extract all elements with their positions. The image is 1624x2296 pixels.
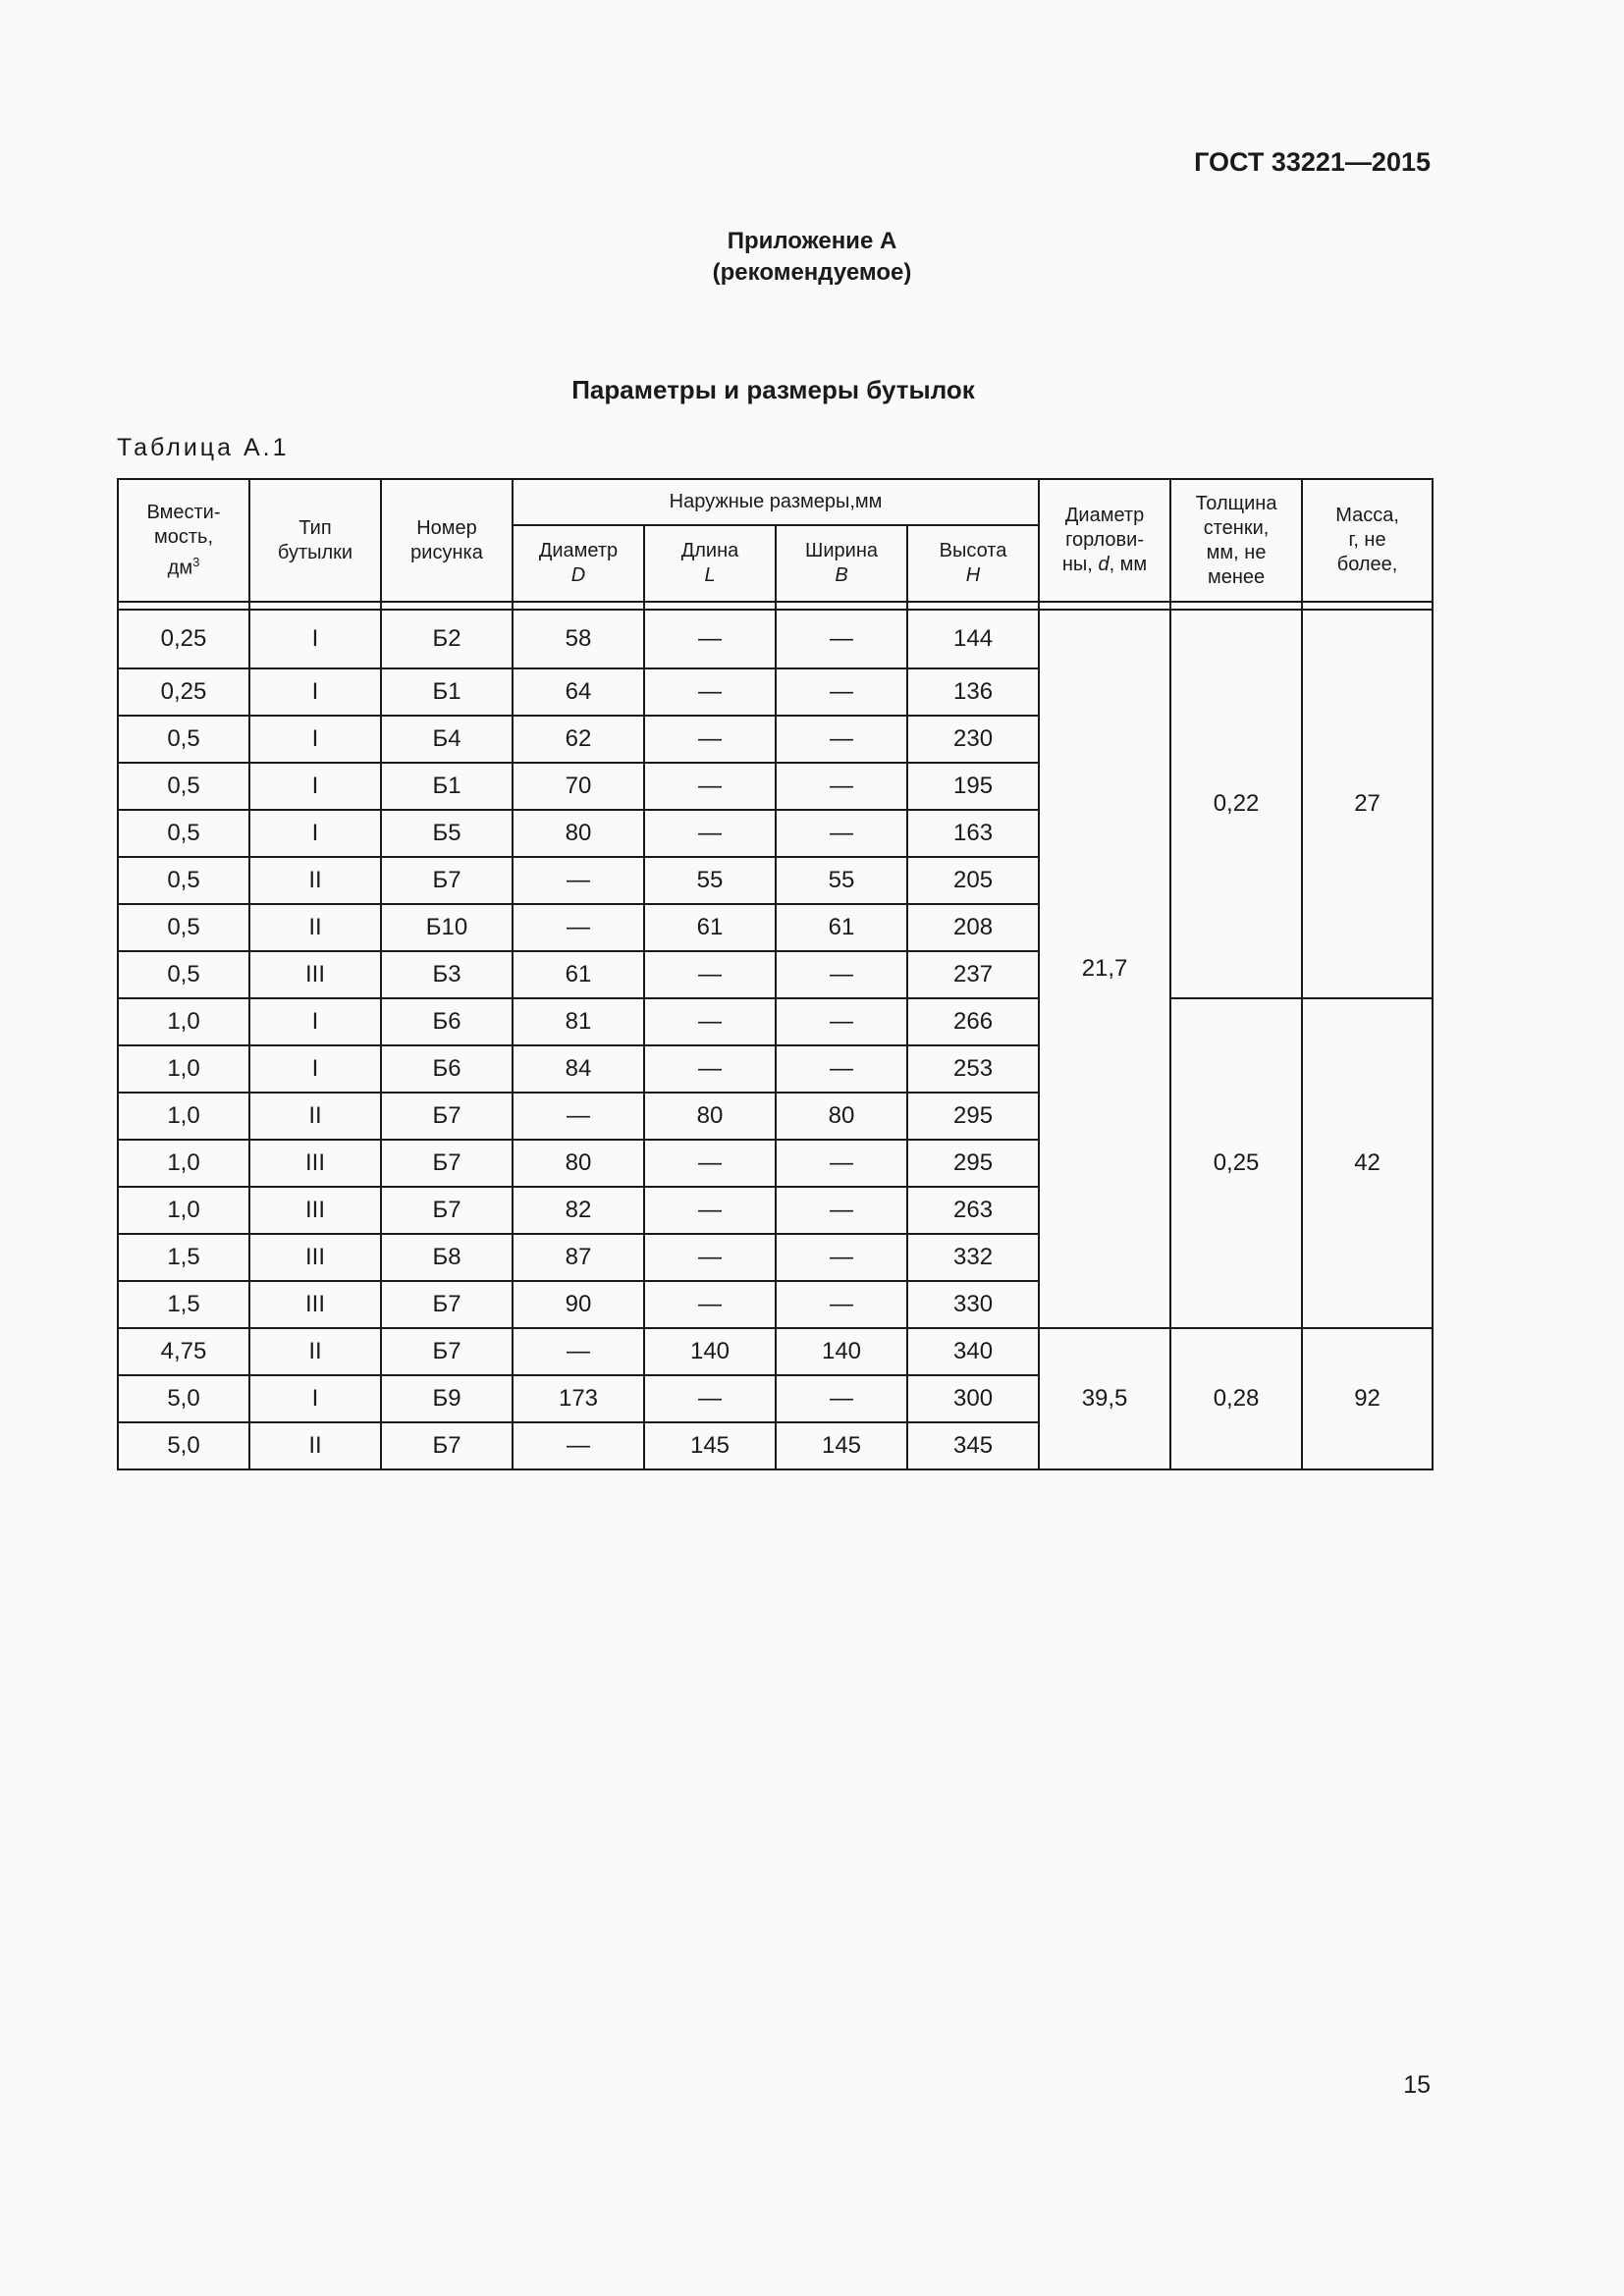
table-cell: 81: [513, 998, 644, 1045]
sep-cell: [1170, 602, 1302, 610]
table-cell: Б7: [381, 1093, 513, 1140]
table-cell: —: [644, 716, 776, 763]
table-cell: II: [249, 904, 381, 951]
table-cell: II: [249, 1093, 381, 1140]
annex-title: Приложение А: [727, 228, 897, 254]
table-cell: 0,25: [118, 610, 249, 668]
table-cell: 136: [907, 668, 1039, 716]
neck-diameter-group-cell: 21,7: [1039, 610, 1170, 1328]
table-cell: 80: [644, 1093, 776, 1140]
table-cell: 70: [513, 763, 644, 810]
table-cell: 300: [907, 1375, 1039, 1422]
table-cell: 330: [907, 1281, 1039, 1328]
table-cell: —: [644, 610, 776, 668]
table-cell: —: [644, 763, 776, 810]
table-cell: I: [249, 610, 381, 668]
table-cell: 82: [513, 1187, 644, 1234]
table-cell: Б3: [381, 951, 513, 998]
table-cell: 62: [513, 716, 644, 763]
header-length-label: Длина: [680, 540, 739, 561]
table-cell: 0,5: [118, 904, 249, 951]
table-cell: 144: [907, 610, 1039, 668]
header-length: [644, 525, 776, 602]
table-cell: 253: [907, 1045, 1039, 1093]
table-cell: 295: [907, 1140, 1039, 1187]
header-wall-thickness: Толщина стенки, мм, не менее: [1170, 479, 1302, 602]
table-cell: 230: [907, 716, 1039, 763]
table-cell: Б8: [381, 1234, 513, 1281]
header-width-sym: B: [835, 564, 848, 586]
table-cell: 0,5: [118, 763, 249, 810]
sep-cell: [249, 602, 381, 610]
table-cell: I: [249, 998, 381, 1045]
sep-cell: [1302, 602, 1433, 610]
table-cell: —: [644, 668, 776, 716]
table-cell: 5,0: [118, 1422, 249, 1469]
table-cell: 1,0: [118, 1140, 249, 1187]
table-cell: Б7: [381, 857, 513, 904]
table-cell: 295: [907, 1093, 1039, 1140]
table-cell: Б7: [381, 1328, 513, 1375]
bottle-parameters-table: [117, 478, 1434, 1470]
table-cell: —: [513, 1422, 644, 1469]
header-height-label: Высота: [939, 540, 1007, 561]
table-cell: —: [776, 1045, 907, 1093]
table-cell: I: [249, 668, 381, 716]
table-cell: Б6: [381, 998, 513, 1045]
table-cell: Б7: [381, 1281, 513, 1328]
table-cell: I: [249, 1045, 381, 1093]
sep-cell: [644, 602, 776, 610]
table-cell: 1,0: [118, 1093, 249, 1140]
table-cell: —: [513, 1093, 644, 1140]
table-cell: 1,5: [118, 1281, 249, 1328]
table-cell: —: [776, 951, 907, 998]
table-cell: Б1: [381, 763, 513, 810]
header-row-1: [118, 479, 1433, 525]
table-cell: Б2: [381, 610, 513, 668]
table-cell: III: [249, 1140, 381, 1187]
neck-diameter-group-cell: 39,5: [1039, 1328, 1170, 1469]
table-cell: 58: [513, 610, 644, 668]
wall-thickness-group-cell: 0,28: [1170, 1328, 1302, 1469]
table-cell: —: [776, 668, 907, 716]
table-cell: 80: [513, 1140, 644, 1187]
table-cell: 55: [776, 857, 907, 904]
table-cell: 266: [907, 998, 1039, 1045]
table-cell: 0,5: [118, 951, 249, 998]
table-cell: 0,5: [118, 810, 249, 857]
table-cell: —: [644, 1281, 776, 1328]
header-capacity-sup: 3: [192, 554, 200, 569]
header-height: [907, 525, 1039, 602]
table-cell: —: [644, 951, 776, 998]
table-cell: —: [644, 1187, 776, 1234]
table-cell: —: [513, 857, 644, 904]
table-cell: —: [644, 810, 776, 857]
table-cell: 1,5: [118, 1234, 249, 1281]
table-cell: I: [249, 810, 381, 857]
table-cell: Б7: [381, 1187, 513, 1234]
table-cell: 87: [513, 1234, 644, 1281]
table-cell: 145: [776, 1422, 907, 1469]
table-cell: —: [513, 1328, 644, 1375]
table-cell: 332: [907, 1234, 1039, 1281]
table-cell: II: [249, 1328, 381, 1375]
table-cell: 61: [513, 951, 644, 998]
table-cell: Б7: [381, 1422, 513, 1469]
table-cell: 5,0: [118, 1375, 249, 1422]
header-outer-dimensions: Наружные размеры,мм: [513, 479, 1039, 525]
header-neck-diameter-pre: Диаметр горлови- ны,: [1061, 505, 1145, 575]
table-cell: 263: [907, 1187, 1039, 1234]
sep-cell: [1039, 602, 1170, 610]
mass-group-cell: 92: [1302, 1328, 1433, 1469]
table-row: [118, 610, 1433, 668]
table-cell: I: [249, 763, 381, 810]
wall-thickness-group-cell: 0,22: [1170, 610, 1302, 998]
annex-status: (рекомендуемое): [712, 259, 912, 286]
table-cell: —: [776, 998, 907, 1045]
table-cell: 163: [907, 810, 1039, 857]
table-cell: Б9: [381, 1375, 513, 1422]
table-cell: 61: [644, 904, 776, 951]
table-cell: 140: [776, 1328, 907, 1375]
header-diameter-sym: D: [570, 564, 586, 586]
table-cell: 0,5: [118, 716, 249, 763]
table-cell: —: [644, 1375, 776, 1422]
table-row: [118, 1328, 1433, 1375]
table-cell: 0,25: [118, 668, 249, 716]
table-cell: —: [513, 904, 644, 951]
sep-cell: [513, 602, 644, 610]
table-cell: III: [249, 951, 381, 998]
table-cell: Б1: [381, 668, 513, 716]
table-cell: —: [644, 1045, 776, 1093]
mass-group-cell: 42: [1302, 998, 1433, 1328]
header-length-sym: L: [704, 564, 716, 586]
header-separator: [118, 602, 1433, 610]
table-row: [118, 998, 1433, 1045]
table-body: [118, 479, 1433, 1469]
table-cell: 0,5: [118, 857, 249, 904]
table-cell: I: [249, 1375, 381, 1422]
table-cell: 205: [907, 857, 1039, 904]
table-cell: 1,0: [118, 998, 249, 1045]
header-neck-diameter-sym: d: [1098, 554, 1110, 575]
table-cell: III: [249, 1234, 381, 1281]
header-bottle-type: Тип бутылки: [249, 479, 381, 602]
table-cell: —: [776, 1234, 907, 1281]
header-figure-number: Номер рисунка: [381, 479, 513, 602]
table-cell: —: [776, 1281, 907, 1328]
table-cell: 55: [644, 857, 776, 904]
table-cell: —: [776, 1140, 907, 1187]
table-cell: Б7: [381, 1140, 513, 1187]
table-cell: 4,75: [118, 1328, 249, 1375]
table-cell: 173: [513, 1375, 644, 1422]
header-diameter-label: Диаметр: [538, 540, 619, 561]
table-cell: 140: [644, 1328, 776, 1375]
header-capacity-text: Вмести- мость, дм: [146, 501, 221, 579]
header-width-label: Ширина: [805, 540, 878, 561]
table-cell: 145: [644, 1422, 776, 1469]
mass-group-cell: 27: [1302, 610, 1433, 998]
table-label: Таблица А.1: [117, 434, 290, 461]
table-cell: 237: [907, 951, 1039, 998]
wall-thickness-group-cell: 0,25: [1170, 998, 1302, 1328]
header-height-sym: H: [965, 564, 981, 586]
table-cell: II: [249, 1422, 381, 1469]
header-mass: Масса, г, не более,: [1302, 479, 1433, 602]
sep-cell: [907, 602, 1039, 610]
table-cell: 1,0: [118, 1187, 249, 1234]
sep-cell: [381, 602, 513, 610]
table-cell: 84: [513, 1045, 644, 1093]
sep-cell: [118, 602, 249, 610]
table-cell: III: [249, 1281, 381, 1328]
table-cell: 1,0: [118, 1045, 249, 1093]
table-cell: 61: [776, 904, 907, 951]
header-neck-diameter-post: , мм: [1109, 554, 1148, 575]
table-cell: —: [776, 810, 907, 857]
page-number: 15: [1403, 2071, 1431, 2099]
table-cell: Б4: [381, 716, 513, 763]
table-cell: II: [249, 857, 381, 904]
table-cell: 90: [513, 1281, 644, 1328]
table-cell: —: [644, 1234, 776, 1281]
table-cell: III: [249, 1187, 381, 1234]
table-cell: 208: [907, 904, 1039, 951]
header-diameter: [513, 525, 644, 602]
table-cell: I: [249, 716, 381, 763]
table-cell: 80: [776, 1093, 907, 1140]
header-neck-diameter: [1039, 479, 1170, 602]
standard-code: ГОСТ 33221—2015: [1194, 147, 1431, 177]
table-cell: —: [776, 610, 907, 668]
table-cell: Б6: [381, 1045, 513, 1093]
table-cell: 64: [513, 668, 644, 716]
section-title: Параметры и размеры бутылок: [571, 375, 975, 404]
table-cell: —: [644, 998, 776, 1045]
header-width: [776, 525, 907, 602]
sep-cell: [776, 602, 907, 610]
table-cell: Б10: [381, 904, 513, 951]
table-cell: —: [776, 716, 907, 763]
table-cell: 80: [513, 810, 644, 857]
table-cell: 340: [907, 1328, 1039, 1375]
table-cell: —: [644, 1140, 776, 1187]
table-cell: Б5: [381, 810, 513, 857]
table-cell: 345: [907, 1422, 1039, 1469]
table-cell: —: [776, 1375, 907, 1422]
table-cell: 195: [907, 763, 1039, 810]
table-cell: —: [776, 763, 907, 810]
header-capacity: [118, 479, 249, 602]
table-cell: —: [776, 1187, 907, 1234]
